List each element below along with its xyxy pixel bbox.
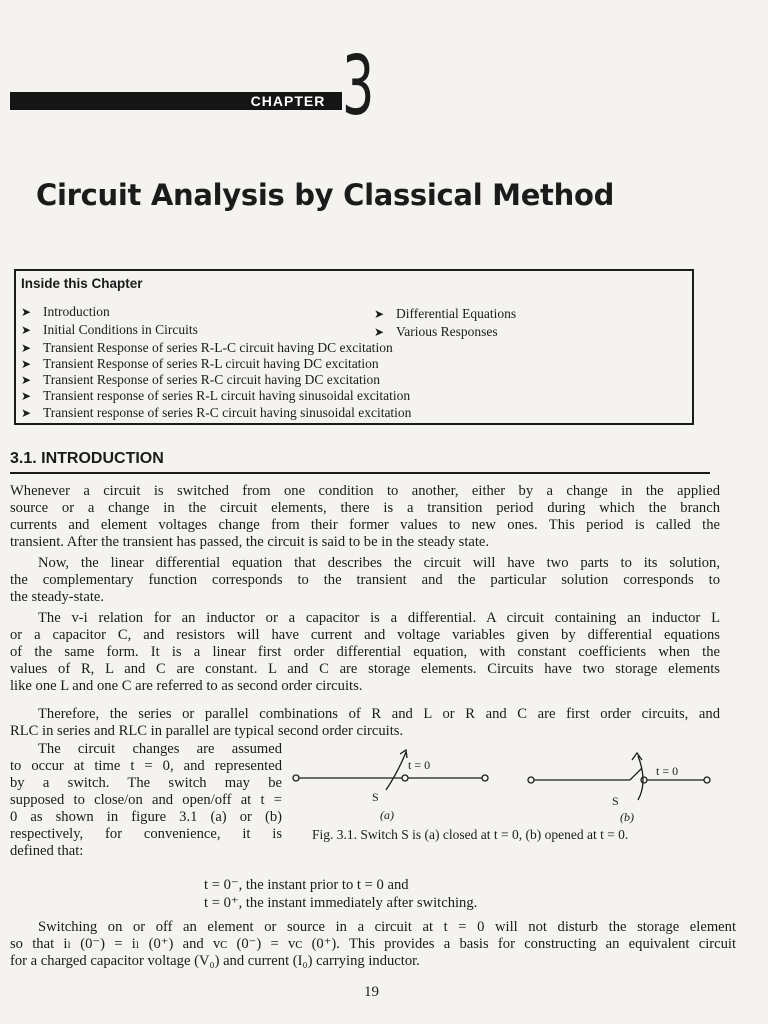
paragraph: The v-i relation for an inductor or a capacitor is a differential. A circuit containing an inductor L or a capacitor C, and resistors will have current and voltage variables given by differential equations of the same form. It is a linear first order differential equation, with constant coefficients when the values of R, L and C are constant. L and C are storage elements. Circuits have two storage elements like one L and one C are referred to as second order circuits. bbox=[10, 610, 720, 694]
switch-diagram-a bbox=[293, 750, 488, 790]
switch-label-a: S bbox=[372, 790, 379, 804]
arrow-bullet-icon: ➤ bbox=[21, 389, 32, 403]
figure-caption: Fig. 3.1. Switch S is (a) closed at t = 0, (b) opened at t = 0. bbox=[312, 827, 629, 842]
toc-item: ➤ Transient response of series R-L circuit having sinusoidal excitation bbox=[21, 388, 411, 403]
paragraph: Whenever a circuit is switched from one condition to another, either by a change in the applied source or a change in the circuit elements, there is a transition period during which the branch currents and element voltages change from their former values to new ones. This period is called the transient. After the transient has passed, the circuit is said to be in the steady state. bbox=[10, 483, 720, 550]
equation-line: t = 0⁺, the instant immediately after switching. bbox=[204, 895, 478, 911]
equation-line: t = 0⁻, the instant prior to t = 0 and bbox=[204, 877, 409, 893]
paragraph: The circuit changes are assumed to occur at time t = 0, and represented by a switch. The switch may be supposed to close/on and open/off at t = 0 as shown in figure 3.1 (a) or (b) respectively, for convenience, it is defined that: bbox=[10, 741, 282, 859]
figure-label-b: (b) bbox=[620, 810, 634, 824]
figure-label-a: (a) bbox=[380, 808, 394, 822]
page-number: 19 bbox=[364, 984, 379, 1000]
arrow-bullet-icon: ➤ bbox=[374, 325, 385, 339]
toc-item: ➤ Transient Response of series R-L-C circuit having DC excitation bbox=[21, 340, 393, 355]
arrow-bullet-icon: ➤ bbox=[21, 357, 32, 371]
toc-item: ➤ Transient response of series R-C circuit having sinusoidal excitation bbox=[21, 405, 412, 420]
arrow-bullet-icon: ➤ bbox=[21, 373, 32, 387]
switch-label-b: S bbox=[612, 794, 619, 808]
arrow-bullet-icon: ➤ bbox=[21, 406, 32, 420]
chapter-title: Circuit Analysis by Classical Method bbox=[36, 178, 615, 212]
arrow-bullet-icon: ➤ bbox=[21, 305, 32, 319]
switch-figure bbox=[286, 742, 766, 822]
section-rule bbox=[10, 472, 710, 474]
switch-diagram-b bbox=[528, 753, 710, 800]
toc-item: ➤ Various Responses bbox=[374, 324, 498, 339]
toc-item: ➤ Transient Response of series R-L circuit having DC excitation bbox=[21, 356, 379, 371]
t-label-a: t = 0 bbox=[408, 758, 431, 772]
chapter-number: 3 bbox=[342, 39, 375, 134]
paragraph: Switching on or off an element or source in a circuit at t = 0 will not disturb the storage element so that iₗ (0⁻) = iₗ (0⁺) and vᴄ (0⁻) = vᴄ (0⁺). This provides a basis for constructing an equivalent circuit for a charged capacitor voltage (V₀) and current (I₀) carrying inductor. bbox=[10, 919, 736, 969]
t-label-b: t = 0 bbox=[656, 764, 679, 778]
toc-item: ➤ Transient Response of series R-C circuit having DC excitation bbox=[21, 372, 380, 387]
toc-item: ➤ Introduction bbox=[21, 304, 110, 319]
paragraph: Therefore, the series or parallel combinations of R and L or R and C are first order circuits, and RLC in series and RLC in parallel are typical second order circuits. bbox=[10, 706, 720, 739]
toc-item: ➤ Initial Conditions in Circuits bbox=[21, 322, 198, 337]
arrow-bullet-icon: ➤ bbox=[374, 307, 385, 321]
section-heading: 3.1. INTRODUCTION bbox=[10, 450, 164, 467]
arrow-bullet-icon: ➤ bbox=[21, 323, 32, 337]
paragraph: Now, the linear differential equation that describes the circuit will have two parts to its solution, the complementary function corresponds to the transient and the particular solution corresponds to the steady-state. bbox=[10, 555, 720, 605]
chapter-label: CHAPTER bbox=[250, 93, 326, 109]
inside-chapter-heading: Inside this Chapter bbox=[21, 276, 143, 291]
arrow-bullet-icon: ➤ bbox=[21, 341, 32, 355]
toc-item: ➤ Differential Equations bbox=[374, 306, 517, 321]
